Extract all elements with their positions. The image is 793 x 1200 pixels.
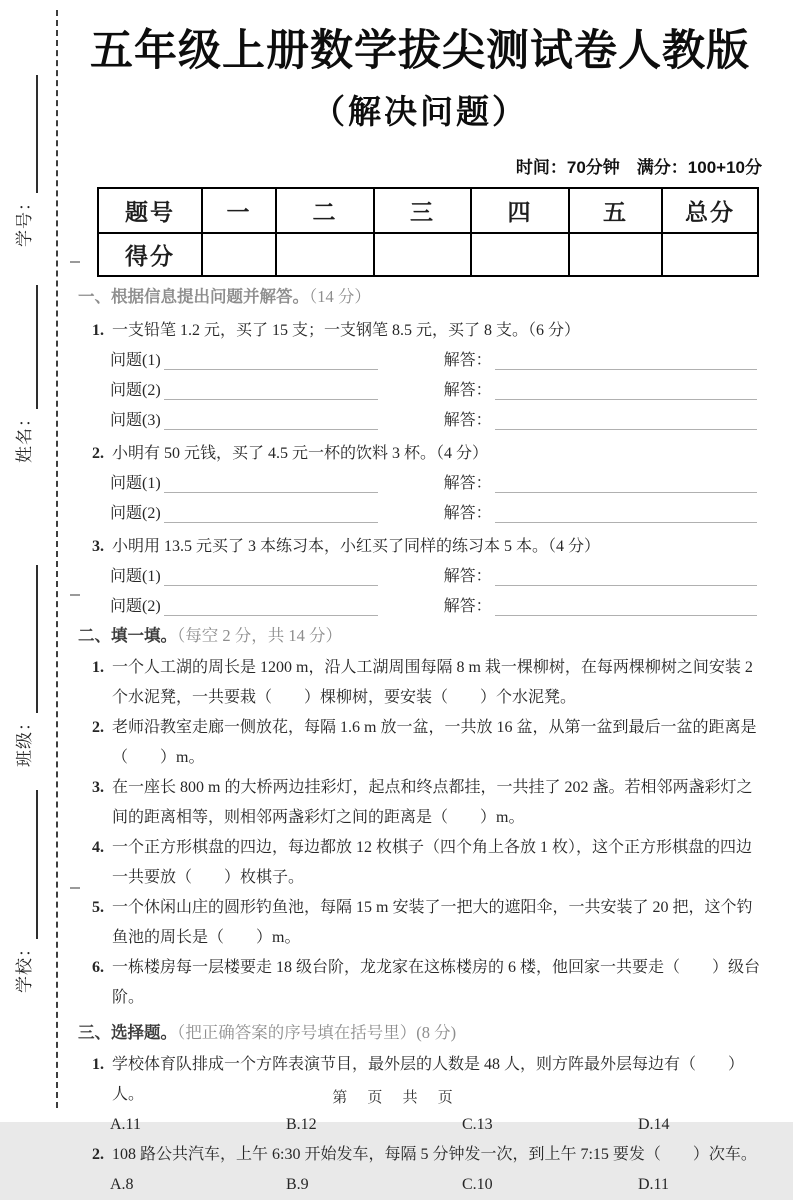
- school-blank: [14, 790, 38, 939]
- problem-label: 问题(2): [110, 597, 161, 615]
- section-2-heading: [78, 626, 762, 646]
- question-number: 2.: [92, 718, 104, 736]
- score-cell: [471, 233, 569, 276]
- fill-item-1: [92, 653, 762, 713]
- question-text: 一个正方形棋盘的四边，每边都放 12 枚棋子（四个角上各放 1 枚），这个正方形棋盘的四边一共要放（ ）枚棋子。: [112, 838, 753, 886]
- score-table-header-cell: 一: [202, 188, 276, 233]
- score-cell: [374, 233, 471, 276]
- problem-label: 问题(2): [110, 504, 161, 522]
- student-id-blank: [14, 75, 38, 193]
- student-id-field: [12, 75, 38, 247]
- answer-row: [110, 351, 757, 370]
- problem-blank: [164, 353, 378, 370]
- question-text: 小明用 13.5 元买了 3 本练习本，小红买了同样的练习本 5 本。（4 分）: [112, 537, 601, 555]
- choice-item-2: [92, 1140, 762, 1170]
- question-text: 一支铅笔 1.2 元，买了 15 支；一支钢笔 8.5 元，买了 8 支。（6 分）: [112, 321, 581, 339]
- option-c: C.10: [462, 1175, 493, 1193]
- section-1-score: （14 分）: [309, 286, 371, 306]
- problem-blank: [164, 476, 378, 493]
- answer-row: [110, 474, 757, 493]
- section-1-title: 一、根据信息提出问题并解答。: [78, 287, 309, 306]
- problem-label: 问题(3): [110, 411, 161, 429]
- score-table-header-cell: 四: [471, 188, 569, 233]
- section-2-score: （每空 2 分，共 14 分）: [177, 625, 342, 645]
- section-3-heading: [78, 1023, 762, 1043]
- question-1: [78, 321, 762, 430]
- question-2: [78, 444, 762, 523]
- answer-blank: [495, 413, 757, 430]
- question-text: 108 路公共汽车，上午 6:30 开始发车，每隔 5 分钟发一次，到上午 7:15 要发（ ）次车。: [112, 1145, 757, 1163]
- answer-blank: [495, 506, 757, 523]
- student-name-label: 姓名：: [15, 409, 34, 463]
- option-b: B.9: [286, 1175, 309, 1193]
- section-2-title: 二、填一填。: [78, 626, 177, 645]
- student-id-label: 学号：: [15, 193, 34, 247]
- student-name-field: [12, 285, 38, 463]
- score-table-header-cell: 三: [374, 188, 471, 233]
- score-table: [97, 187, 759, 277]
- problem-blank: [164, 569, 378, 586]
- section-1-heading: [78, 287, 762, 307]
- answer-label: 解答：: [443, 351, 492, 369]
- answer-label: 解答：: [443, 411, 492, 429]
- question-number: 3.: [92, 537, 104, 555]
- option-d: D.11: [638, 1175, 669, 1193]
- answer-label: 解答：: [443, 567, 492, 585]
- answer-label: 解答：: [443, 504, 492, 522]
- problem-blank: [164, 599, 378, 616]
- class-label: 班级：: [15, 713, 34, 767]
- problem-label: 问题(1): [110, 351, 161, 369]
- fill-item-2: [92, 713, 762, 773]
- answer-row: [110, 597, 757, 616]
- problem-blank: [164, 383, 378, 400]
- problem-label: 问题(1): [110, 567, 161, 585]
- score-table-header-cell: 二: [276, 188, 374, 233]
- question-number: 2.: [92, 444, 104, 462]
- page-subtitle: （解决问题）: [312, 92, 528, 130]
- question-number: 6.: [92, 958, 104, 976]
- score-table-header-cell: 题号: [98, 188, 202, 233]
- answer-row: [110, 381, 757, 400]
- answer-blank: [495, 353, 757, 370]
- question-number: 4.: [92, 838, 104, 856]
- answer-blank: [495, 599, 757, 616]
- option-a: A.8: [110, 1175, 134, 1193]
- question-text: 一个人工湖的周长是 1200 m，沿人工湖周围每隔 8 m 栽一棵柳树，在每两棵柳树之间安装 2 个水泥凳，一共要栽（ ）棵柳树，要安装（ ）个水泥凳。: [112, 658, 753, 706]
- fill-item-5: [92, 893, 762, 953]
- school-label: 学校：: [15, 939, 34, 993]
- score-table-header-cell: 总分: [662, 188, 758, 233]
- problem-label: 问题(2): [110, 381, 161, 399]
- score-cell: [569, 233, 662, 276]
- score-cell: [276, 233, 374, 276]
- score-table-header-cell: 五: [569, 188, 662, 233]
- section-3-title: 三、选择题。: [78, 1023, 177, 1042]
- score-row-label: 得分: [98, 233, 202, 276]
- answer-blank: [495, 569, 757, 586]
- class-blank: [14, 565, 38, 713]
- question-number: 1.: [92, 321, 104, 339]
- option-a: A.11: [110, 1115, 141, 1133]
- question-number: 3.: [92, 778, 104, 796]
- answer-label: 解答：: [443, 381, 492, 399]
- question-number: 2.: [92, 1145, 104, 1163]
- answer-label: 解答：: [443, 597, 492, 615]
- question-number: 1.: [92, 1055, 104, 1073]
- question-text: 在一座长 800 m 的大桥两边挂彩灯，起点和终点都挂，一共挂了 202 盏。若相邻两盏彩灯之间的距离相等，则相邻两盏彩灯之间的距离是（ ）m。: [112, 778, 753, 826]
- student-name-blank: [14, 285, 38, 409]
- score-table-score-row: [98, 233, 758, 276]
- fill-item-3: [92, 773, 762, 833]
- option-c: C.13: [462, 1115, 493, 1133]
- problem-label: 问题(1): [110, 474, 161, 492]
- question-text: 一栋楼房每一层楼要走 18 级台阶，龙龙家在这栋楼房的 6 楼，他回家一共要走（ ）级台阶。: [112, 958, 761, 1006]
- option-d: D.14: [638, 1115, 670, 1133]
- question-text: 一个休闲山庄的圆形钓鱼池，每隔 15 m 安装了一把大的遮阳伞，一共安装了 20 把，这个钓鱼池的周长是（ ）m。: [112, 898, 753, 946]
- problem-blank: [164, 413, 378, 430]
- question-text: 学校体育队排成一个方阵表演节目，最外层的人数是 48 人，则方阵最外层每边有（ ）人。: [112, 1055, 745, 1103]
- class-field: [12, 565, 38, 767]
- options-row: [110, 1170, 762, 1200]
- question-number: 5.: [92, 898, 104, 916]
- cut-dashed-line: [56, 10, 58, 1108]
- question-number: 1.: [92, 658, 104, 676]
- score-cell: [202, 233, 276, 276]
- page-footer: 第 页 共 页: [332, 1089, 461, 1106]
- answer-label: 解答：: [443, 474, 492, 492]
- fill-item-4: [92, 833, 762, 893]
- options-row: [110, 1110, 762, 1140]
- answer-row: [110, 411, 757, 430]
- exam-meta: 时间：70分钟 满分：100+10分: [515, 157, 762, 177]
- question-text: 老师沿教室走廊一侧放花，每隔 1.6 m 放一盆，一共放 16 盆，从第一盆到最后一盆的距离是（ ）m。: [112, 718, 757, 766]
- score-table-header-row: [98, 188, 758, 233]
- problem-blank: [164, 506, 378, 523]
- answer-row: [110, 504, 757, 523]
- fill-item-6: [92, 953, 762, 1013]
- page-title: 五年级上册数学拔尖测试卷人教版: [90, 27, 750, 75]
- section-3-score: （把正确答案的序号填在括号里）(8 分): [177, 1022, 457, 1042]
- question-text: 小明有 50 元钱，买了 4.5 元一杯的饮料 3 杯。（4 分）: [112, 444, 489, 462]
- answer-row: [110, 567, 757, 586]
- question-3: [78, 537, 762, 616]
- school-field: [12, 790, 38, 993]
- answer-blank: [495, 383, 757, 400]
- answer-blank: [495, 476, 757, 493]
- score-cell: [662, 233, 758, 276]
- option-b: B.12: [286, 1115, 317, 1133]
